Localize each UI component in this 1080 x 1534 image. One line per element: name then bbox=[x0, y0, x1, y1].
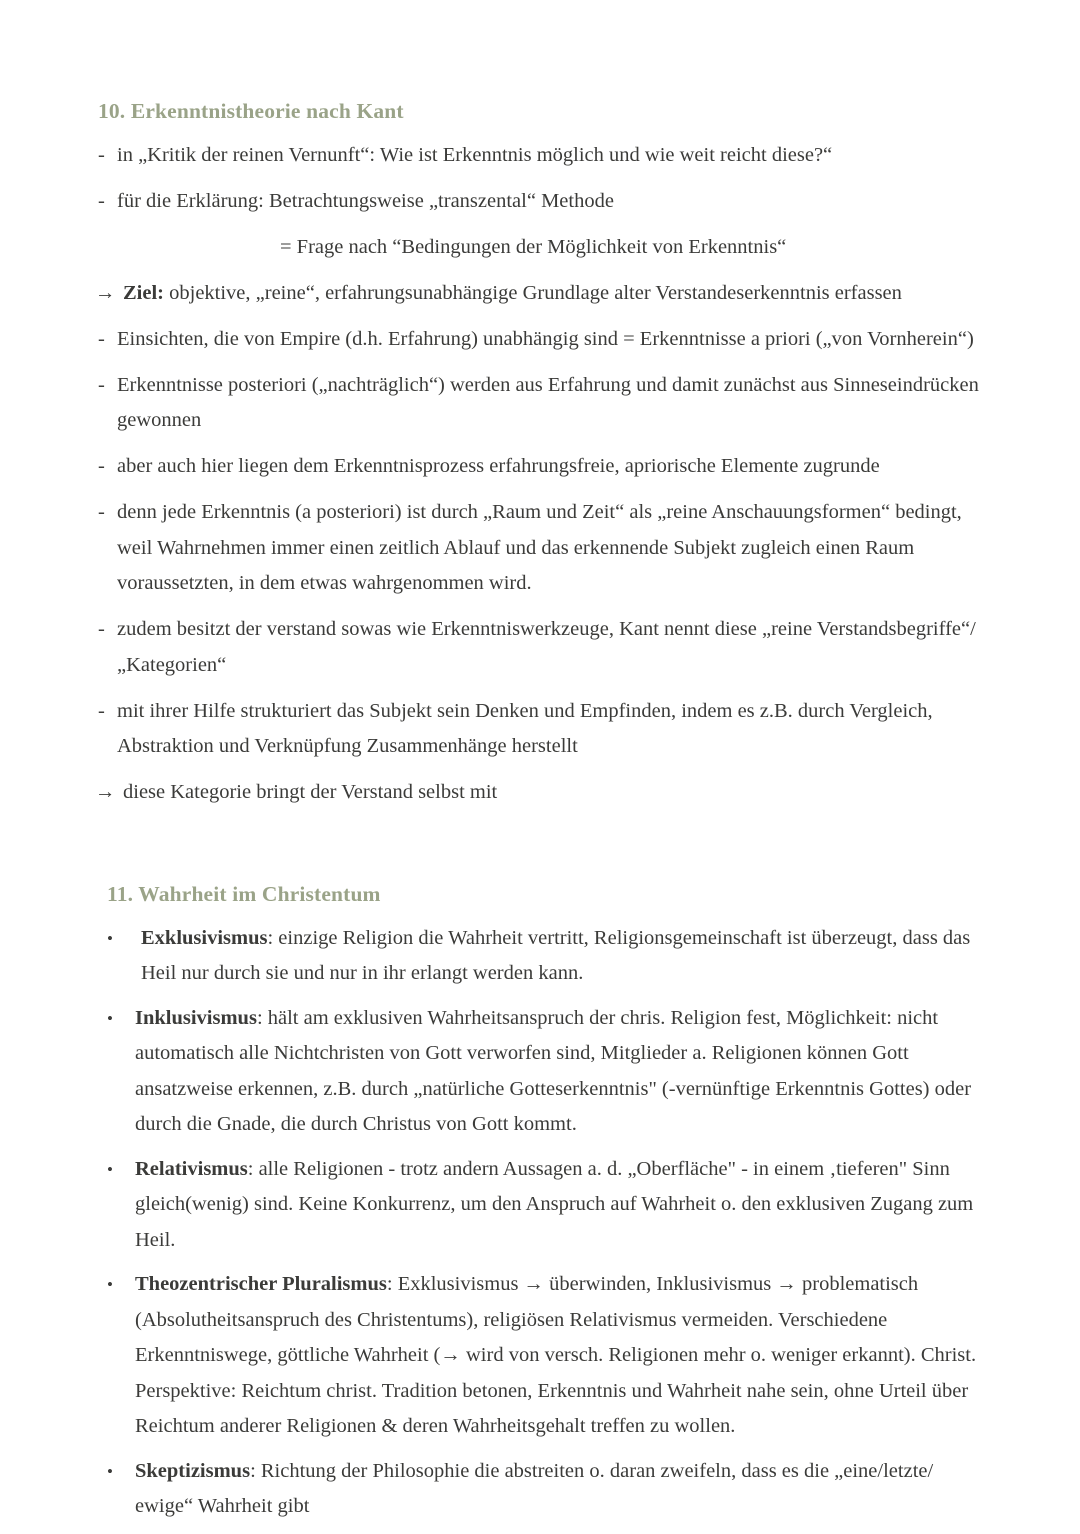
bullet-point-icon: • bbox=[107, 928, 113, 948]
bullet-list-item bbox=[107, 1267, 988, 1445]
dash-marker: - bbox=[98, 144, 105, 166]
list-item bbox=[98, 184, 988, 220]
bullet-term: Exklusivismus bbox=[141, 926, 268, 949]
section-erkenntnistheorie-nach-kant bbox=[95, 96, 988, 811]
bullet-term: Relativismus bbox=[135, 1157, 248, 1180]
dash-marker: - bbox=[98, 699, 105, 722]
bullet-term: Theozentrischer Pluralismus bbox=[135, 1273, 387, 1295]
list-item-bold-lead: Ziel: bbox=[123, 281, 164, 304]
section-heading-10: 10. Erkenntnistheorie nach Kant bbox=[98, 99, 404, 123]
bullet-term: Skeptizismus bbox=[135, 1459, 251, 1482]
list-item-text: objektive, „reine“, erfahrungsunabhängige Grundlage alter Verstandeserkenntnis erfassen bbox=[164, 281, 902, 304]
dash-marker: - bbox=[98, 327, 105, 350]
dash-marker: - bbox=[98, 455, 105, 477]
bullet-list-item bbox=[107, 921, 988, 992]
bullet-point-icon: • bbox=[107, 1159, 113, 1179]
list-item bbox=[98, 495, 988, 602]
bullet-list-item bbox=[107, 1454, 988, 1525]
list-item-text: Einsichten, die von Empire (d.h. Erfahrung) unabhängig sind = Erkenntnisse a priori („von Vornherein“) bbox=[117, 327, 974, 350]
list-item-text: in „Kritik der reinen Vernunft“: Wie ist Erkenntnis möglich und wie weit reicht diese?“ bbox=[117, 144, 833, 166]
list-item-arrow bbox=[95, 775, 988, 811]
section-heading-11: 11. Wahrheit im Christentum bbox=[107, 881, 381, 906]
list-item bbox=[98, 322, 988, 358]
bullet-point-icon: • bbox=[107, 1275, 113, 1294]
list-item bbox=[98, 138, 988, 174]
list-item-arrow bbox=[95, 276, 988, 312]
list-item-text: zudem besitzt der verstand sowas wie Erkenntniswerkzeuge, Kant nennt diese „reine Verstandsbegriffe“/ „Kategorien“ bbox=[117, 618, 976, 676]
dash-marker: - bbox=[98, 618, 105, 640]
bullet-point-icon: • bbox=[107, 1008, 113, 1028]
bullet-list-item bbox=[107, 1001, 988, 1143]
list-item-text: aber auch hier liegen dem Erkenntnisprozess erfahrungsfreie, apriorische Elemente zugrunde bbox=[117, 455, 880, 477]
dash-marker: - bbox=[98, 190, 105, 212]
bullet-point-icon: • bbox=[107, 1461, 113, 1481]
list-item bbox=[98, 368, 988, 439]
arrow-icon: → bbox=[95, 281, 116, 304]
document-content bbox=[95, 96, 988, 1534]
bullet-text: : alle Religionen - trotz andern Aussagen a. d. „Oberfläche" - in einem ‚tieferen" Sinn gleich(wenig) sind. Keine Konkurrenz, um den Anspruch auf Wahrheit o. den exklusiven Zugang zum Heil. bbox=[135, 1157, 974, 1251]
arrow-icon: → bbox=[95, 781, 116, 803]
list-item-text: denn jede Erkenntnis (a posteriori) ist durch „Raum und Zeit“ als „reine Anschauungsformen“ bedingt, weil Wahrnehmen immer einen zeitlich Ablauf und das erkennende Subjekt zugleich einen Raum voraussetzten, in dem etwas wahrgenommen wird. bbox=[117, 501, 962, 594]
list-item bbox=[98, 449, 988, 485]
centered-line-text: = Frage nach “Bedingungen der Möglichkeit von Erkenntnis“ bbox=[280, 236, 787, 258]
list-item bbox=[98, 694, 988, 765]
bullet-text: : hält am exklusiven Wahrheitsanspruch der chris. Religion fest, Möglichkeit: nicht automatisch alle Nichtchristen von Gott verworfen sind, Mitglieder a. Religionen können Gott ansatzweise erkennen, z.B. durch „natürliche Gotteserkenntnis" (-vernünftige Erkenntnis Gottes) oder durch die Gnade, die durch Christus von Gott kommt. bbox=[135, 1006, 972, 1135]
section-wahrheit-im-christentum bbox=[98, 879, 988, 1525]
bullet-text: : einzige Religion die Wahrheit vertritt, Religionsgemeinschaft ist überzeugt, dass das Heil nur durch sie und nur in ihr erlangt werden kann. bbox=[141, 926, 971, 984]
list-item-text: mit ihrer Hilfe strukturiert das Subjekt sein Denken und Empfinden, indem es z.B. durch Vergleich, Abstraktion und Verknüpfung Zusammenhänge herstellt bbox=[117, 699, 933, 757]
dash-marker: - bbox=[98, 501, 105, 523]
list-item-text: Erkenntnisse posteriori („nachträglich“) werden aus Erfahrung und damit zunächst aus Sinneseindrücken gewonnen bbox=[117, 373, 979, 431]
centered-equation-line bbox=[98, 230, 988, 266]
list-item bbox=[98, 612, 988, 683]
list-item-text: für die Erklärung: Betrachtungsweise „transzental“ Methode bbox=[117, 190, 614, 212]
bullet-text: : Exklusivismus → überwinden, Inklusivismus → problematisch (Absolutheitsanspruch des Christentums), religiösen Relativismus vermeiden. Verschiedene Erkenntniswege, göttliche Wahrheit (→ wird von versch. Religionen mehr o. weniger erkannt). Christ. Perspektive: Reichtum christ. Tradition betonen, Erkenntnis und Wahrheit nahe sein, ohne Urteil über Reichtum anderer Religionen & deren Wahrheitsgehalt treffen zu wollen. bbox=[135, 1273, 977, 1437]
bullet-text: : Richtung der Philosophie die abstreiten o. daran zweifeln, dass es die „eine/letzte/ ewige“ Wahrheit gibt bbox=[135, 1459, 934, 1517]
bullet-term: Inklusivismus bbox=[135, 1006, 257, 1029]
list-item-text: diese Kategorie bringt der Verstand selbst mit bbox=[123, 781, 498, 803]
dash-marker: - bbox=[98, 373, 105, 396]
bullet-list-item bbox=[107, 1152, 988, 1259]
